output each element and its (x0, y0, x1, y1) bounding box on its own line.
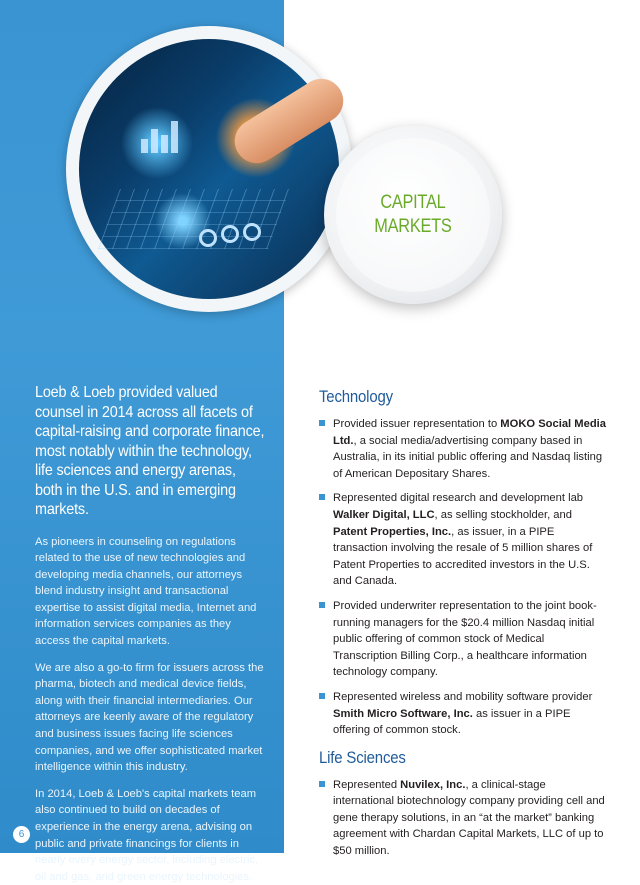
life-sciences-heading: Life Sciences (319, 747, 406, 767)
badge-line-2: MARKETS (374, 216, 452, 237)
page-number: 6 (13, 826, 30, 843)
right-column (319, 387, 609, 868)
hero-photo-touchscreen (79, 39, 339, 299)
photo-bar-chart-icon (141, 113, 187, 153)
bullet-square-icon (319, 420, 325, 426)
list-item: Provided issuer representation to MOKO Social Media Ltd., a social media/advertising company based in Australia, in its initial public offering and Nasdaq listing of American Depositary Shares. (319, 416, 609, 482)
list-item: Represented Nuvilex, Inc., a clinical-stage international biotechnology company providing cell and gene therapy solutions, in an “at the market” banking agreement with Chardan Capital Markets, LLC of up to $50 million. (319, 777, 609, 860)
section-badge (336, 138, 490, 292)
badge-line-1: CAPITAL (380, 192, 446, 213)
section-badge-title (374, 191, 451, 239)
paragraph-technology: As pioneers in counseling on regulations related to the use of new technologies and developing media channels, our attorneys blend industry insight and transactional expertise to assist digital media, Internet and information services companies as they access the capital markets. (35, 535, 257, 648)
list-item: Represented digital research and development lab Walker Digital, LLC, as selling stockholder, and Patent Properties, Inc., as issuer, in a PIPE transaction involving the resale of 5 million shares of Patent Properties to accredited investors in the U.S. and Canada. (319, 490, 609, 590)
bullet-square-icon (319, 602, 325, 608)
bullet-square-icon (319, 781, 325, 787)
technology-list (319, 416, 609, 739)
paragraph-life-sciences: We are also a go-to firm for issuers across the pharma, biotech and medical device fields, along with their financial intermediaries. Our attorneys are keenly aware of the regulatory and business issues facing life sciences companies, and we offer sophisticated market intelligence within this industry. (35, 661, 264, 774)
bullet-square-icon (319, 693, 325, 699)
photo-grid-decoration (98, 189, 290, 249)
intro-statement: Loeb & Loeb provided valued counsel in 2014 across all facets of capital-raising and corporate finance, most notably within the technology, life sciences and energy arenas, both in the U.S. and in emerging markets. (35, 384, 265, 518)
bullet-square-icon (319, 494, 325, 500)
paragraph-energy: In 2014, Loeb & Loeb's capital markets team also continued to build on decades of experience in the energy arena, advising on public and private financings for clients in nearly every energy sector, including electric, oil and gas, and green energy technologies. (35, 787, 259, 883)
life-sciences-list (319, 777, 609, 860)
left-column (35, 383, 267, 885)
technology-heading: Technology (319, 387, 393, 406)
list-item: Represented wireless and mobility software provider Smith Micro Software, Inc. as issuer in a PIPE offering of common stock. (319, 689, 609, 739)
list-item: Provided underwriter representation to the joint book-running managers for the $20.4 million Nasdaq initial public offering of common stock of Medical Transcription Billing Corp., a healthcare information technology company. (319, 598, 609, 681)
